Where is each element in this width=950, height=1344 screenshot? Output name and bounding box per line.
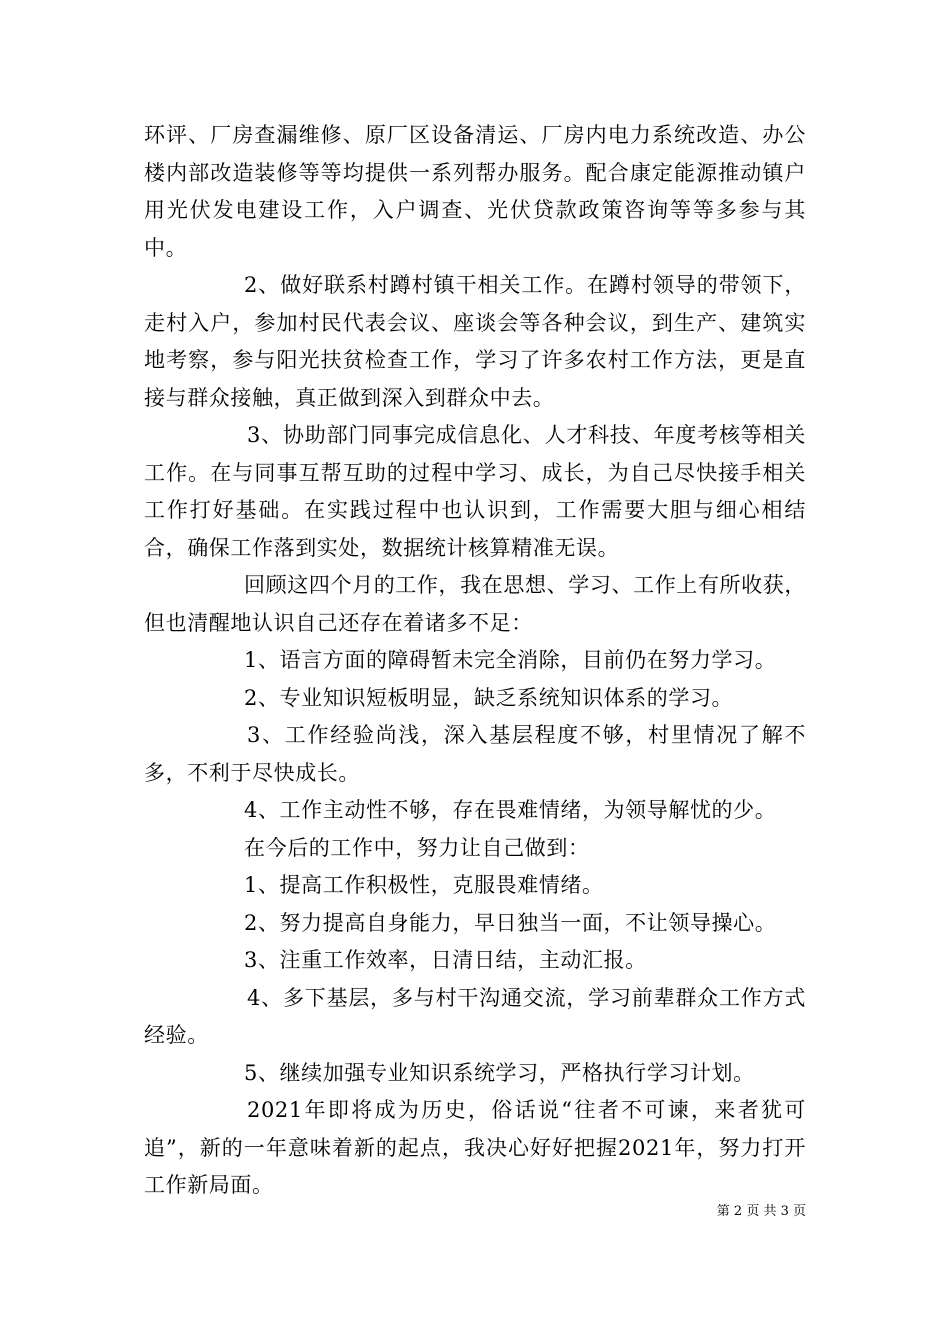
goal-item-1: 1、提高工作积极性，克服畏难情绪。 — [244, 873, 604, 897]
page-number-footer: 第 2 页 共 3 页 — [716, 1204, 806, 1219]
goal-item-5: 5、继续加强专业知识系统学习，严格执行学习计划。 — [244, 1060, 755, 1085]
shortcoming-item-4: 4、工作主动性不够，存在畏难情绪，为领导解忧的少。 — [244, 798, 777, 822]
paragraph-village-work: 2、做好联系村蹲村镇干相关工作。在蹲村领导的带领下，走村入户，参加村民代表会议、座谈会等各种会议，到生产、建筑实地考察，参与阳光扶贫检查工作，学习了许多农村工作方法，更是直接与群众接触，真正做到深入到群众中去。 — [144, 273, 806, 410]
paragraph-review: 回顾这四个月的工作，我在思想、学习、工作上有所收获，但也清醒地认识自己还存在着诸多不足： — [144, 573, 806, 635]
paragraph-closing: 2021年即将成为历史，俗话说“往者不可谏，来者犹可追”，新的一年意味着新的起点，我决心好好把握2021年，努力打开工作新局面。 — [144, 1098, 806, 1197]
shortcoming-item-1: 1、语言方面的障碍暂未完全消除，目前仍在努力学习。 — [244, 648, 777, 672]
goal-item-2: 2、努力提高自身能力，早日独当一面，不让领导操心。 — [244, 910, 777, 935]
paragraph-future-intro: 在今后的工作中，努力让自己做到： — [244, 835, 590, 860]
shortcoming-item-3: 3、工作经验尚浅，深入基层程度不够，村里情况了解不多，不利于尽快成长。 — [144, 723, 806, 785]
goal-item-4: 4、多下基层，多与村干沟通交流，学习前辈群众工作方式经验。 — [144, 985, 806, 1047]
paragraph-assist-colleagues: 3、协助部门同事完成信息化、人才科技、年度考核等相关工作。在与同事互帮互助的过程中学习、成长，为自己尽快接手相关工作打好基础。在实践过程中也认识到，工作需要大胆与细心相结合，确保工作落到实处，数据统计核算精准无误。 — [144, 423, 806, 560]
shortcoming-item-2: 2、专业知识短板明显，缺乏系统知识体系的学习。 — [244, 685, 734, 710]
goal-item-3: 3、注重工作效率，日清日结，主动汇报。 — [244, 948, 647, 972]
document-body — [144, 117, 806, 1205]
paragraph-continued-services: 环评、厂房查漏维修、原厂区设备清运、厂房内电力系统改造、办公楼内部改造装修等等均提供一系列帮办服务。配合康定能源推动镇户用光伏发电建设工作，入户调查、光伏贷款政策咨询等等多参与其中。 — [144, 123, 806, 260]
